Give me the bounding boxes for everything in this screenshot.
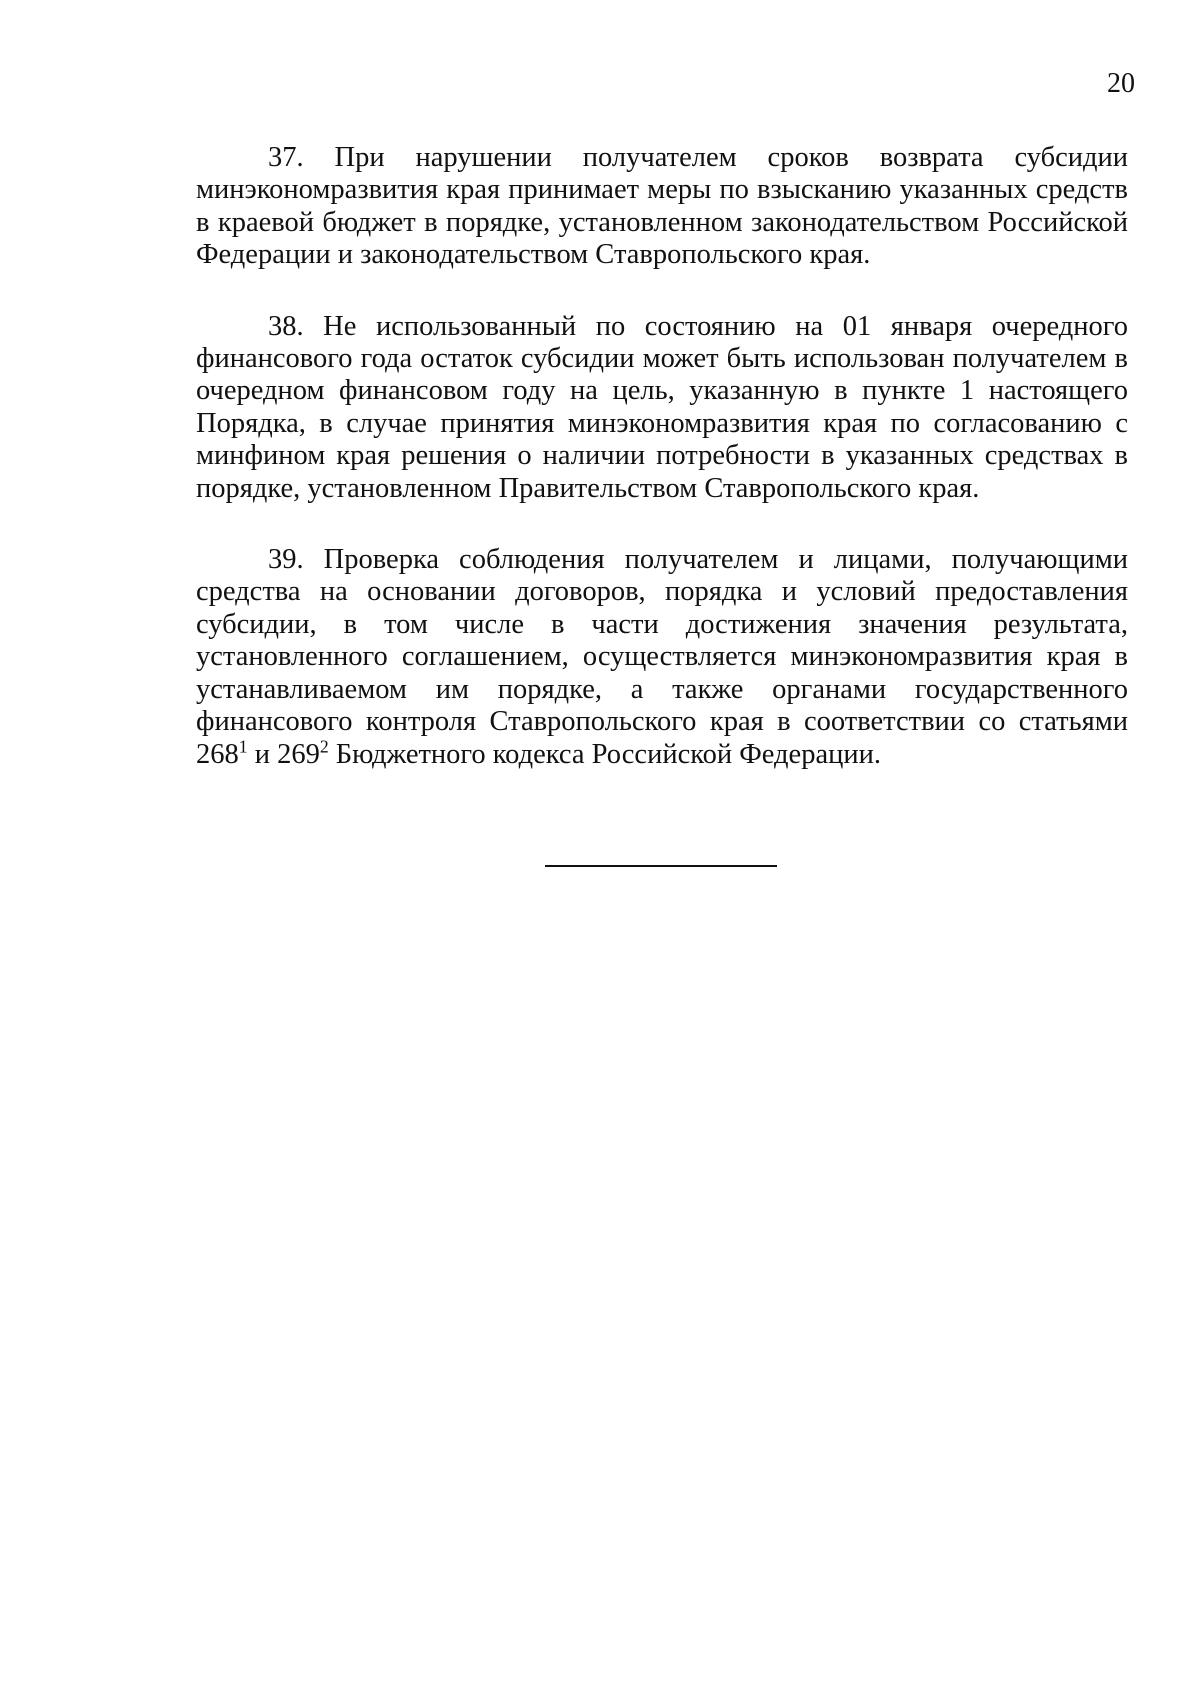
- article-reference-1-superscript: 1: [238, 736, 248, 756]
- paragraph-37: 37. При нарушении получателем сроков возврата субсидии минэкономразвития края принимает меры по взысканию указанных средств в краевой бюджет в порядке, установленном законодательством Российской Федерации и законодательством Ставропольского края.: [196, 142, 1128, 271]
- end-of-document-rule: [545, 865, 777, 867]
- paragraph-39: [196, 544, 1128, 771]
- page-number: 20: [1107, 68, 1135, 99]
- article-reference-1: 268: [196, 738, 239, 770]
- document-body: [196, 142, 1128, 810]
- article-reference-2: 269: [277, 738, 320, 770]
- paragraph-38: 38. Не использованный по состоянию на 01 января очередного финансового года остаток субсидии может быть использован получателем в очередном финансовом году на цель, указанную в пункте 1 настоящего Порядка, в случае принятия минэкономразвития края по согласованию с минфином края решения о наличии потребности в указанных средствах в порядке, установленном Правительством Ставропольского края.: [196, 310, 1128, 504]
- article-reference-2-superscript: 2: [319, 736, 329, 756]
- paragraph-39-ending: Бюджетного кодекса Российской Федерации.: [328, 738, 881, 770]
- paragraph-39-connector: и: [247, 738, 278, 770]
- paragraph-39-text: 39. Проверка соблюдения получателем и лицами, получающими средства на основании договоров, порядка и условий предоставления субсидии, в том числе в части достижения значения результата, установленного соглашением, осуществляется минэкономразвития края в устанавливаемом им порядке, а также органами государственного финансового контроля Ставропольского края в соответствии со статьями: [196, 544, 1128, 738]
